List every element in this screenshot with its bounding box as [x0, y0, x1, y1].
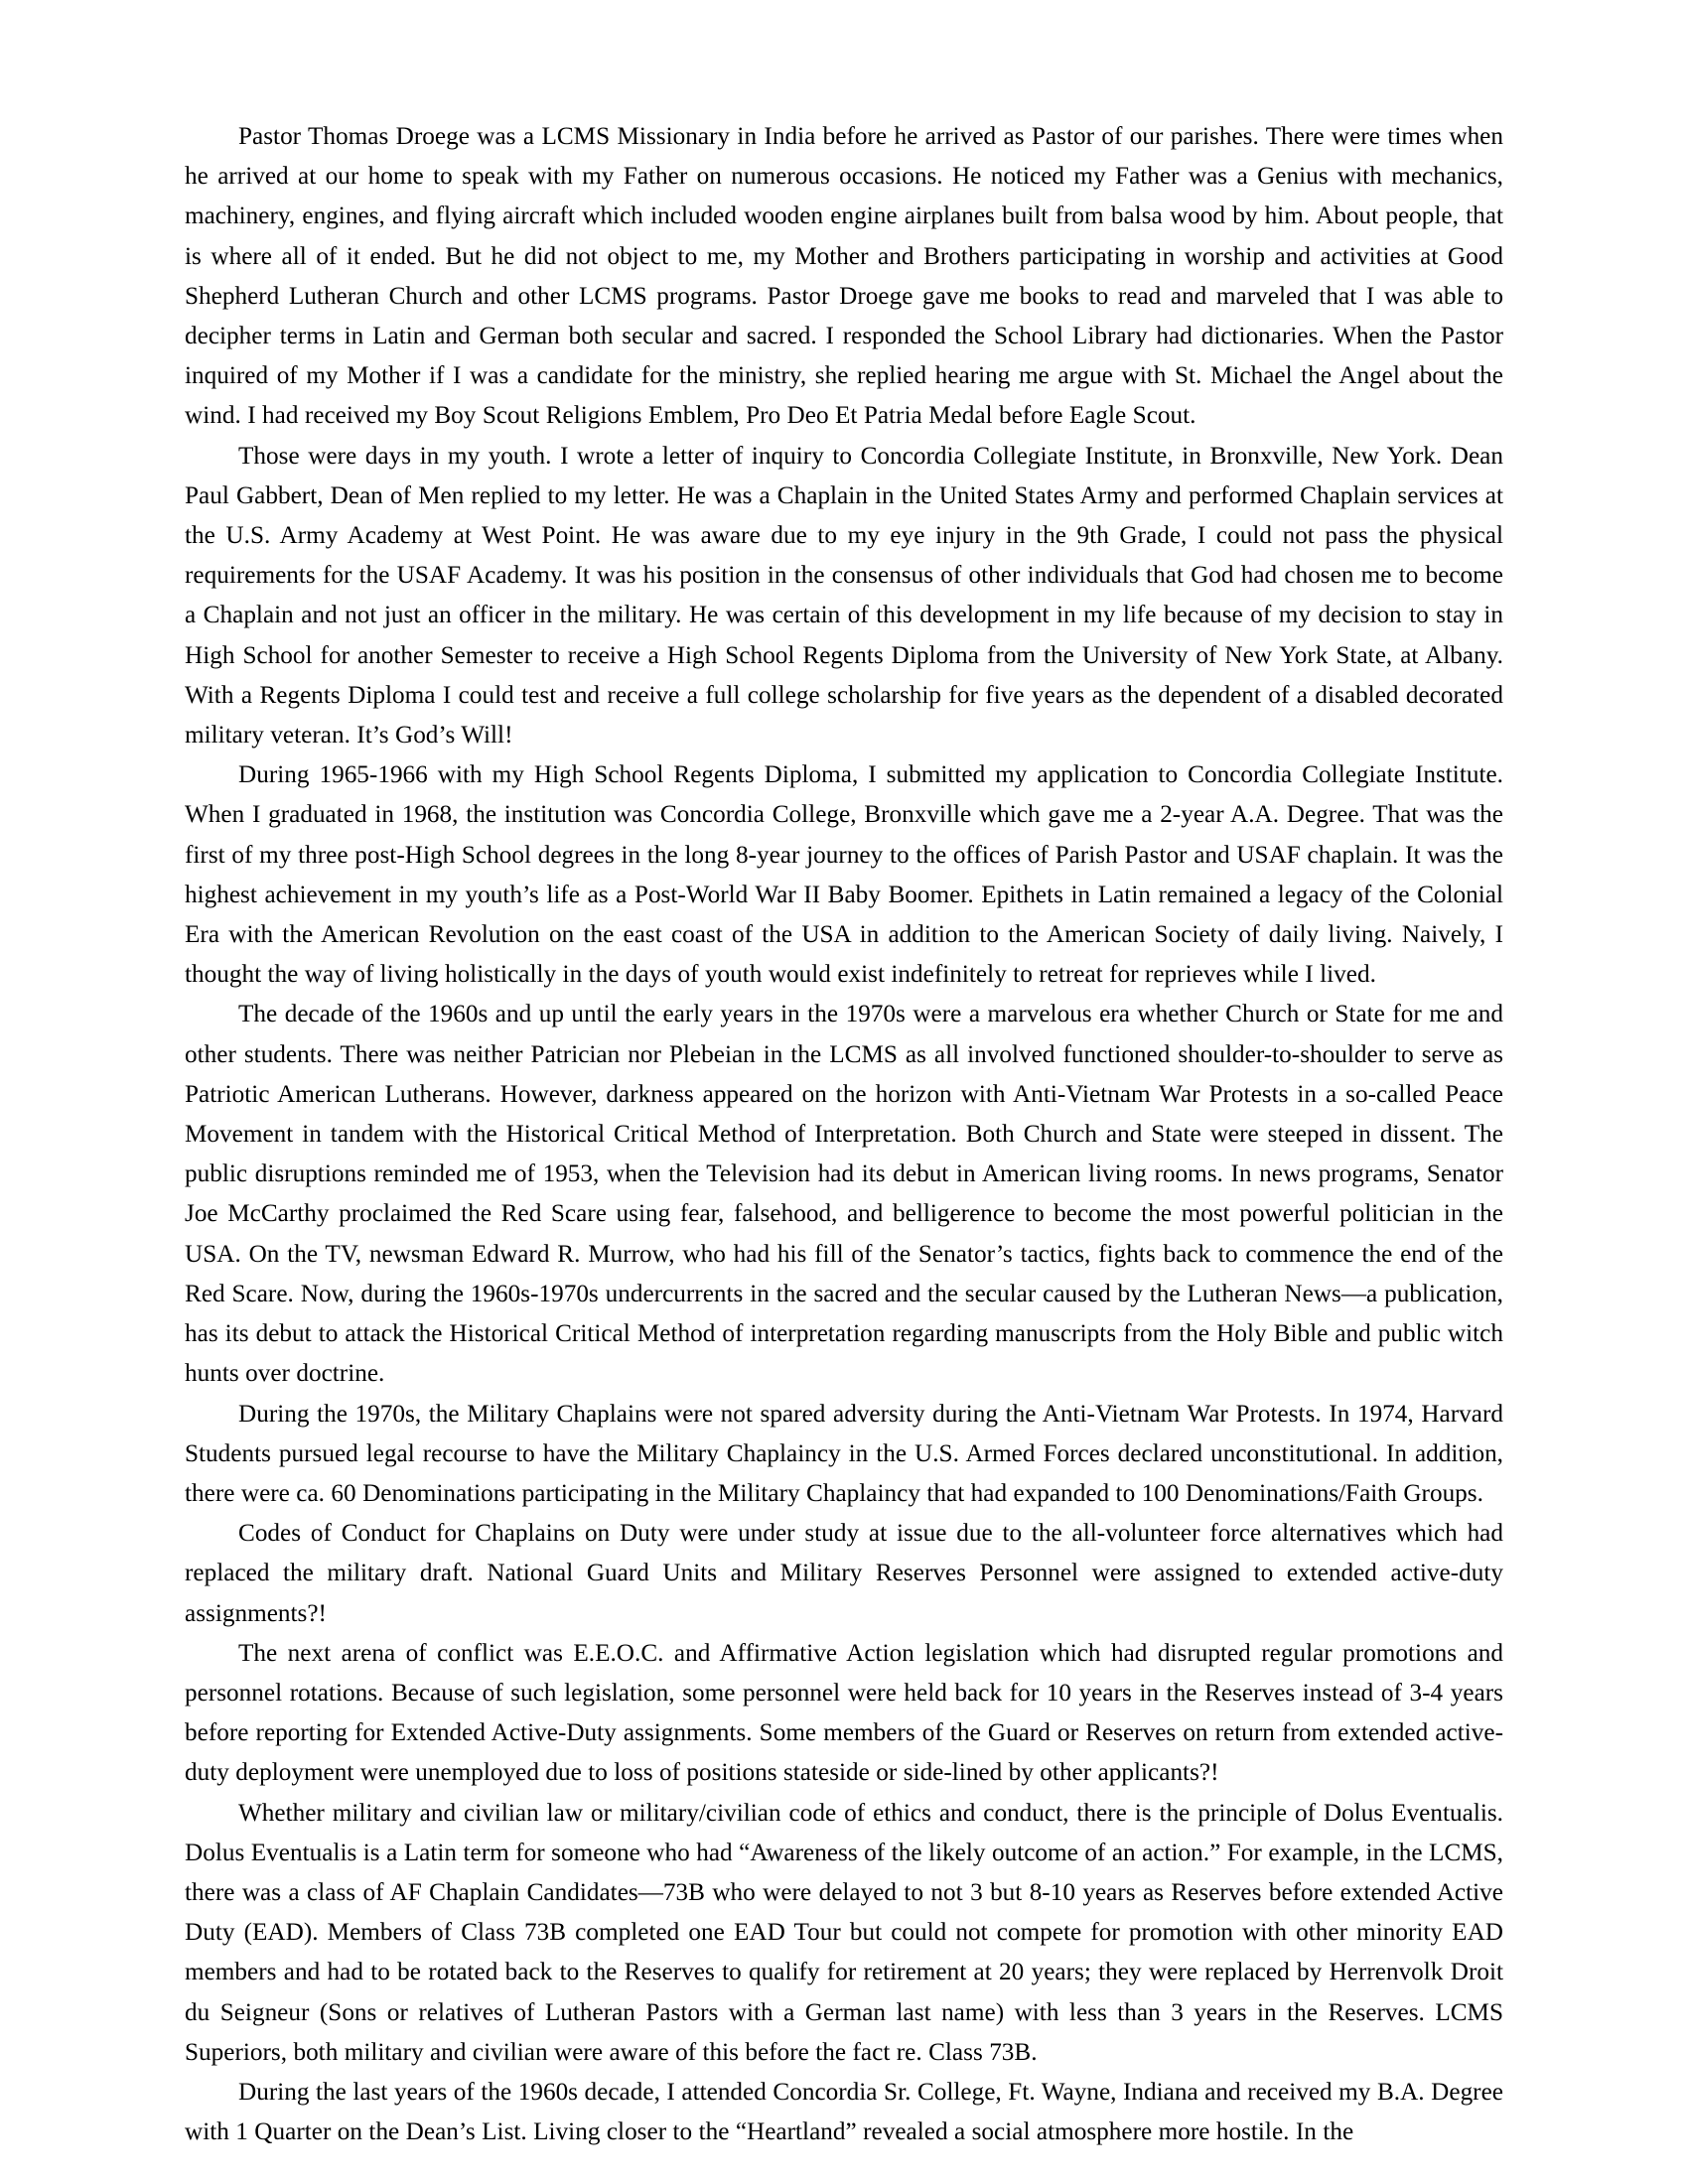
paragraph-1: Pastor Thomas Droege was a LCMS Missionary in India before he arrived as Pastor of our parishes. There were times when he arrived at our home to speak with my Father on numerous occasions. He noticed my Father was a Genius with mechanics, machinery, engines, and flying aircraft which included wooden engine airplanes built from balsa wood by him. About people, that is where all of it ended. But he did not object to me, my Mother and Brothers participating in worship and activities at Good Shepherd Lutheran Church and other LCMS programs. Pastor Droege gave me books to read and marveled that I was able to decipher terms in Latin and German both secular and sacred. I responded the School Library had dictionaries. When the Pastor inquired of my Mother if I was a candidate for the ministry, she replied hearing me argue with St. Michael the Angel about the wind. I had received my Boy Scout Religions Emblem, Pro Deo Et Patria Medal before Eagle Scout. [185, 123, 1503, 430]
paragraph-3: During 1965-1966 with my High School Regents Diploma, I submitted my application to Concordia Collegiate Institute. When I graduated in 1968, the institution was Concordia College, Bronxville which gave me a 2-year A.A. Degree. That was the first of my three post-High School degrees in the long 8-year journey to the offices of Parish Pastor and USAF chaplain. It was the highest achievement in my youth’s life as a Post-World War II Baby Boomer. Epithets in Latin remained a legacy of the Colonial Era with the American Revolution on the east coast of the USA in addition to the American Society of daily living. Naively, I thought the way of living holistically in the days of youth would exist indefinitely to retreat for reprieves while I lived. [185, 761, 1503, 989]
paragraph-9: During the last years of the 1960s decade, I attended Concordia Sr. College, Ft. Wayne, Indiana and received my B.A. Degree with 1 Quarter on the Dean’s List. Living closer to the “Heartland” revealed a social atmosphere more hostile. In the [185, 2078, 1503, 2146]
paragraph-5: During the 1970s, the Military Chaplains were not spared adversity during the Anti-Vietnam War Protests. In 1974, Harvard Students pursued legal recourse to have the Military Chaplaincy in the U.S. Armed Forces declared unconstitutional. In addition, there were ca. 60 Denominations participating in the Military Chaplaincy that had expanded to 100 Denominations/Faith Groups. [185, 1400, 1503, 1507]
body-text-column [185, 117, 1503, 2152]
paragraph-4: The decade of the 1960s and up until the early years in the 1970s were a marvelous era whether Church or State for me and other students. There was neither Patrician nor Plebeian in the LCMS as all involved functioned shoulder-to-shoulder to serve as Patriotic American Lutherans. However, darkness appeared on the horizon with Anti-Vietnam War Protests in a so-called Peace Movement in tandem with the Historical Critical Method of Interpretation. Both Church and State were steeped in dissent. The public disruptions reminded me of 1953, when the Television had its debut in American living rooms. In news programs, Senator Joe McCarthy proclaimed the Red Scare using fear, falsehood, and belligerence to become the most powerful politician in the USA. On the TV, newsman Edward R. Murrow, who had his fill of the Senator’s tactics, fights back to commence the end of the Red Scare. Now, during the 1960s-1970s undercurrents in the sacred and the secular caused by the Lutheran News—a publication, has its debut to attack the Historical Critical Method of interpretation regarding manuscripts from the Holy Bible and public witch hunts over doctrine. [185, 1001, 1503, 1388]
paragraph-8: Whether military and civilian law or military/civilian code of ethics and conduct, there is the principle of Dolus Eventualis. Dolus Eventualis is a Latin term for someone who had “Awareness of the likely outcome of an action.” For example, in the LCMS, there was a class of AF Chaplain Candidates—73B who were delayed to not 3 but 8-10 years as Reserves before extended Active Duty (EAD). Members of Class 73B completed one EAD Tour but could not compete for promotion with other minority EAD members and had to be rotated back to the Reserves to qualify for retirement at 20 years; they were replaced by Herrenvolk Droit du Seigneur (Sons or relatives of Lutheran Pastors with a German last name) with less than 3 years in the Reserves. LCMS Superiors, both military and civilian were aware of this before the fact re. Class 73B. [185, 1799, 1503, 2066]
paragraph-2: Those were days in my youth. I wrote a letter of inquiry to Concordia Collegiate Institute, in Bronxville, New York. Dean Paul Gabbert, Dean of Men replied to my letter. He was a Chaplain in the United States Army and performed Chaplain services at the U.S. Army Academy at West Point. He was aware due to my eye injury in the 9th Grade, I could not pass the physical requirements for the USAF Academy. It was his position in the consensus of other individuals that God had chosen me to become a Chaplain and not just an officer in the military. He was certain of this development in my life because of my decision to stay in High School for another Semester to receive a High School Regents Diploma from the University of New York State, at Albany. With a Regents Diploma I could test and receive a full college scholarship for five years as the dependent of a disabled decorated military veteran. It’s God’s Will! [185, 442, 1503, 750]
paragraph-7: The next arena of conflict was E.E.O.C. and Affirmative Action legislation which had disrupted regular promotions and personnel rotations. Because of such legislation, some personnel were held back for 10 years in the Reserves instead of 3-4 years before reporting for Extended Active-Duty assignments. Some members of the Guard or Reserves on return from extended active-duty deployment were unemployed due to loss of positions stateside or side-lined by other applicants?! [185, 1639, 1503, 1787]
paragraph-6: Codes of Conduct for Chaplains on Duty were under study at issue due to the all-volunteer force alternatives which had replaced the military draft. National Guard Units and Military Reserves Personnel were assigned to extended active-duty assignments?! [185, 1520, 1503, 1627]
